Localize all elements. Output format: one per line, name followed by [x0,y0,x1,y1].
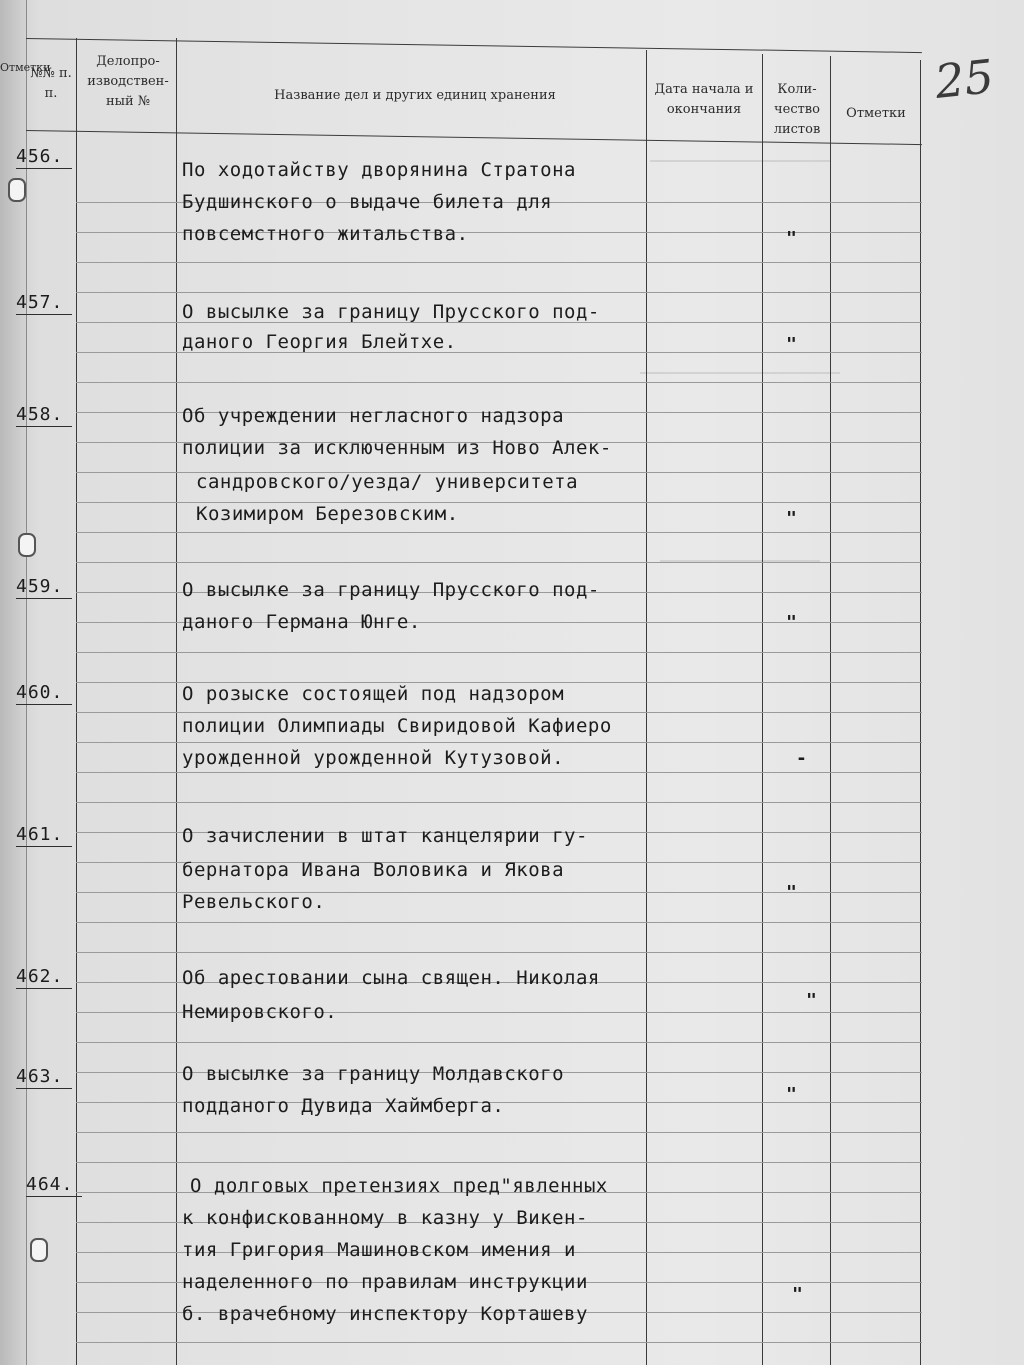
entry-title-line: Козимиром Березовским. [196,503,459,525]
entry-number: 459. [16,576,72,599]
entry-title-line: бернатора Ивана Воловика и Якова [182,859,565,881]
sheets-count: " [786,508,797,529]
entry-number: 463. [16,1066,72,1089]
ruled-line [76,712,922,713]
table-top-border [26,38,922,53]
entry-title-line: даного Германа Юнге. [182,611,421,633]
entry-title-line: наделенного по правилам инструкции [182,1271,588,1293]
entry-number: 462. [16,966,72,989]
column-divider [176,38,177,1365]
ruled-line [76,1132,922,1133]
sheets-count: " [786,228,797,249]
ruled-line [76,772,922,773]
entry-title-line: По ходотайству дворянина Стратона [182,159,576,181]
entry-title-line: сандровского/уезда/ университета [196,471,579,493]
entry-title-line: Немировского. [182,1001,338,1023]
entry-title-line: полиции Олимпиады Свиридовой Кафиеро [182,715,612,737]
header-sheets: Коли- чество листов [773,82,821,137]
sheets-count: - [796,748,807,769]
column-divider [646,50,647,1365]
bleed-through [650,160,830,162]
ruled-line [76,562,922,563]
entry-title-line: урожденной урожденной Кутузовой. [182,747,565,769]
entry-title-line: О высылке за границу Молдавского [182,1063,565,1085]
entry-number: 456. [16,146,72,169]
entry-number: 460. [16,682,72,705]
ruled-line [76,952,922,953]
ruled-line [76,262,922,263]
ruled-line [76,1342,922,1343]
entry-title-line: О долговых претензиях пред"явленных [190,1175,608,1197]
ruled-line [76,1042,922,1043]
binding-hole [30,1238,48,1262]
header-marks-left: Отметки [0,61,51,74]
ruled-line [76,532,922,533]
header-title: Название дел и других единиц хранения [274,88,556,103]
entry-title-line: б. врачебному инспектору Корташеву [182,1303,588,1325]
sheets-count: " [786,612,797,633]
ruled-line [76,922,922,923]
sheets-count: " [806,990,817,1011]
binding-hole [8,178,26,202]
entry-number: 457. [16,292,72,315]
ruled-line [76,802,922,803]
sheets-count: " [786,334,797,355]
ruled-line [76,1162,922,1163]
entry-title-line: подданого Дувида Хаймберга. [182,1095,505,1117]
header-dates: Дата начала и окончания [654,82,754,117]
entry-title-line: полиции за исключенным из Ново Алек- [182,437,612,459]
ruled-line [76,292,922,293]
entry-title-line: О высылке за границу Прусского под- [182,579,600,601]
entry-title-line: О розыске состоящей под надзором [182,683,565,705]
entry-title-line: Ревельского. [182,891,326,913]
entry-title-line: Об арестовании сына священ. Николая [182,967,600,989]
entry-title-line: О высылке за границу Прусского под- [182,301,600,323]
sheets-count: " [786,882,797,903]
entry-title-line: повсемстного житальства. [182,223,469,245]
entry-title-line: даного Георгия Блейтхе. [182,331,457,353]
header-office-number: Делопро- изводствен- ный № [87,54,169,109]
page-number: 25 [932,49,997,109]
entry-number: 458. [16,404,72,427]
entry-title-line: к конфискованному в казну у Викен- [182,1207,588,1229]
header-notes: Отметки [846,106,906,121]
header-index: №№ п. п. [30,66,72,101]
entry-number: 464. [26,1174,82,1197]
column-divider [830,56,831,1365]
ruled-line [76,742,922,743]
entry-title-line: Будшинского о выдаче билета для [182,191,553,213]
entry-title-line: Об учреждении негласного надзора [182,405,565,427]
sheets-count: " [786,1084,797,1105]
entry-title-line: тия Григория Машиновском имения и [182,1239,576,1261]
bleed-through [640,372,840,374]
entry-title-line: О зачислении в штат канцелярии гу- [182,825,588,847]
sheets-count: " [792,1284,803,1305]
column-divider [762,54,763,1365]
column-divider [76,38,77,1365]
ruled-line [76,382,922,383]
binding-hole [18,533,36,557]
entry-number: 461. [16,824,72,847]
ruled-line [76,652,922,653]
